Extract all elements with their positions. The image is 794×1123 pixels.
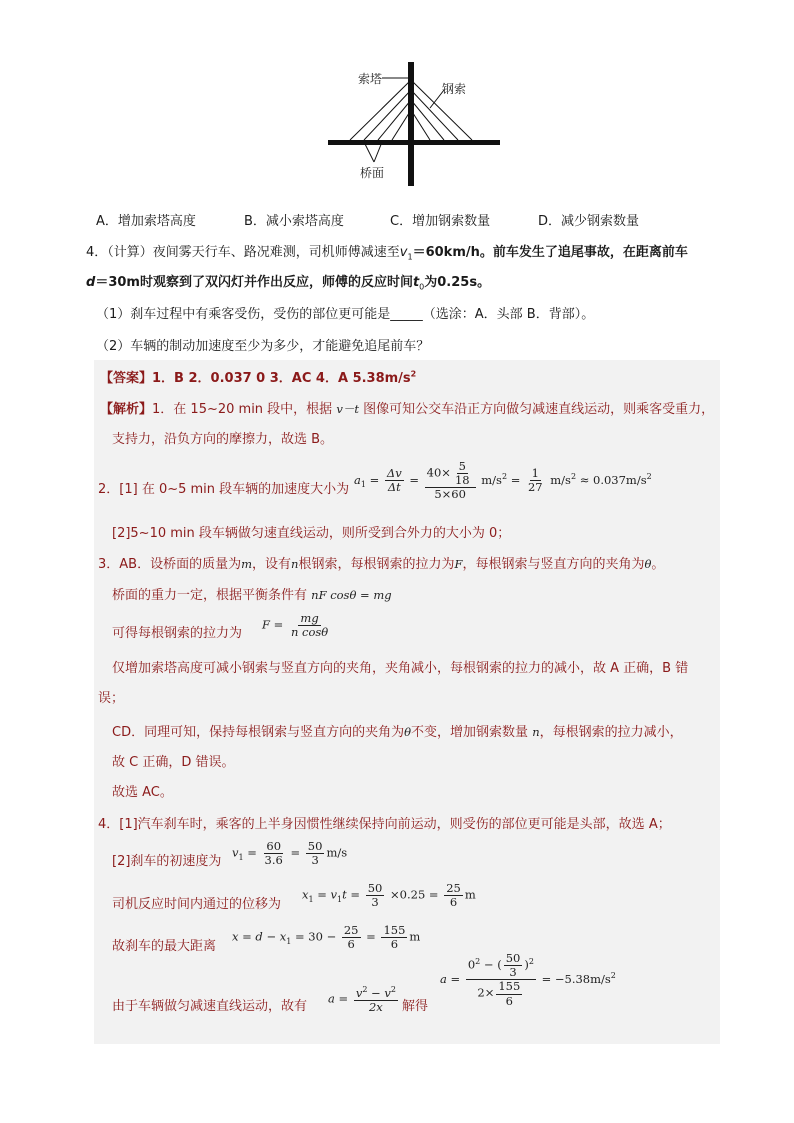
eq-kinematic: a = $\frac{v^2 - v^2}{2x}$ [328, 985, 396, 1015]
label-cable: 钢索 [442, 82, 467, 96]
analysis-p3a: 3．AB．设桥面的质量为m，设有n根钢索，每根钢索的拉力为F，每根钢索与竖直方向的夹角为θ。 [98, 557, 665, 572]
analysis-p2b: [2]5~10 min 段车辆做匀速直线运动，则所受到合外力的大小为 0； [112, 526, 511, 541]
eq-initial-velocity: $v_1$ = $\frac{60}{3.6}$ = $\frac{50}{3}$ m/s [232, 839, 348, 868]
eq-result: a = $0^2$ − ( $\frac{50}{3}$ )$^2$ 2× $\frac{155}{6}$ = $-5.38m/s^2$ [440, 951, 616, 1008]
label-deck: 桥面 [360, 166, 385, 180]
option-b: B．减小索塔高度 [244, 214, 344, 229]
q4-line1: 4．（计算）夜间雾天行车、路况难测，司机师傅减速至$v_1=60km/h$。前车发生了追尾事故，在距离前车 [86, 245, 688, 262]
analysis-p4a: 4．[1]汽车刹车时，乘客的上半身因惯性继续保持向前运动，则受伤的部位更可能是头部，故选 A； [98, 817, 671, 832]
option-a: A．增加索塔高度 [96, 214, 196, 229]
label-tower: 索塔 [358, 72, 383, 86]
analysis-p4b: [2]刹车的初速度为 [112, 854, 222, 869]
eq-max-distance: $x = d - x_1 = 30$ − $\frac{25}{6}$ = $\frac{155}{6}$ m [232, 923, 421, 952]
analysis-p1: 【解析】1．在 15~20 min 段中，根据 v－t 图像可知公交车沿正方向做匀减速直线运动，则乘客受重力， [100, 402, 715, 417]
eq-tension: F = $\frac{mg}{\text{n cosθ}}$ [262, 611, 329, 640]
option-d: D．减少钢索数量 [538, 214, 640, 229]
bridge-diagram [320, 58, 510, 188]
analysis-p3m: 故 C 正确，D 错误。 [112, 755, 235, 770]
deck-line [328, 140, 500, 145]
analysis-p4d: 故刹车的最大距离 [112, 939, 217, 954]
q4-sub2: （2）车辆的制动加速度至少为多少，才能避免追尾前车？ [96, 339, 430, 354]
bridge-figure [320, 58, 510, 188]
q4-line2: d＝30m时观察到了双闪灯并作出反应，师傅的反应时间$t_0$为0.25s。 [86, 275, 491, 292]
q4-sub1: （1）刹车过程中有乘客受伤，受伤的部位更可能是_____（选涂：A．头部 B．背部）。 [96, 307, 595, 322]
answer-tag: 【答案】 [100, 371, 153, 386]
eq-reaction-distance: $x_1 = v_1t$ = $\frac{50}{3}$ ×0.25 = $\frac{25}{6}$ m [302, 881, 476, 910]
answer-line: 【答案】1．B 2．0.037 0 3．AC 4．A $5.38m/s^2$ [100, 369, 417, 386]
analysis-p1c: 支持力，沿负方向的摩擦力，故选 B。 [112, 432, 334, 447]
analysis-p4f: 解得 [402, 999, 429, 1014]
analysis-p3h: 仅增加索塔高度可减小钢索与竖直方向的夹角，夹角减小，每根钢索的拉力的减小，故 A 正确，B 错 [112, 661, 689, 676]
option-c: C．增加钢索数量 [390, 214, 491, 229]
analysis-p4e: 由于车辆做匀减速直线运动，故有 [112, 999, 308, 1014]
analysis-p3i: 误； [98, 691, 125, 706]
analysis-p2a: 2．[1] 在 0~5 min 段车辆的加速度大小为 [98, 482, 350, 497]
analysis-p3f: 桥面的重力一定，根据平衡条件有 nF cosθ = mg [112, 588, 392, 603]
eq-acceleration: $a_1$ = $\frac{\Delta v}{\Delta t}$ = 40× $\frac{5}{18}$ 5×60 $m/s^2$ = $\frac{1}{27}$ $m/s^2 \approx 0.037m/s^2$ [354, 459, 652, 502]
analysis-p3j: CD．同理可知，保持每根钢索与竖直方向的夹角为θ不变，增加钢索数量 n，每根钢索的拉力减小， [112, 725, 683, 740]
analysis-p3g: 可得每根钢索的拉力为 [112, 626, 243, 641]
analysis-p3n: 故选 AC。 [112, 785, 173, 800]
analysis-p4c: 司机反应时间内通过的位移为 [112, 897, 282, 912]
